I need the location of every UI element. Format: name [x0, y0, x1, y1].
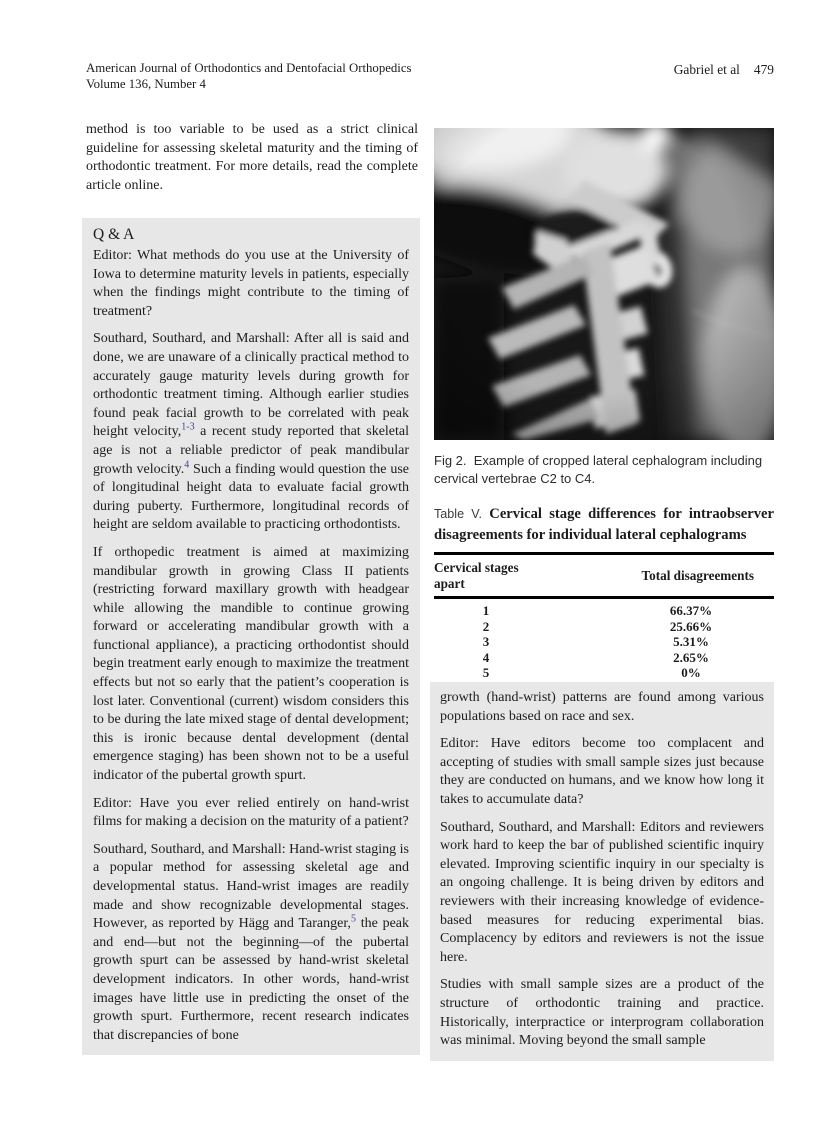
- cervical-xray-graphic: [434, 128, 774, 440]
- qa-paragraph: Southard, Southard, and Marshall: Editors and reviewers work hard to keep the bar of published scientific inquiry elevated. Improving scientific inquiry in our specialty is an ongoing challenge. It is being driven by editors and reviewers with their increasing knowledge of evidence-based measures for reducing experimental bias. Complacency by editors and reviewers is not the issue here.: [440, 819, 764, 965]
- running-head: [674, 62, 774, 78]
- disagreement-value: 2.65%: [673, 649, 709, 665]
- table-header-row: [434, 554, 774, 598]
- table-v: [434, 504, 774, 688]
- stages-apart-value: 1: [482, 603, 490, 618]
- cervical-stages-table: [434, 552, 774, 688]
- qa-paragraph: Editor: Have editors become too complacent and accepting of studies with small sample sizes just because they are conducted on humans, and we know how long it takes to accumulate data?: [440, 736, 764, 807]
- table-row: [434, 619, 774, 635]
- stages-apart-value: 3: [482, 634, 490, 650]
- figure-label: Fig 2.: [434, 453, 467, 468]
- table-title-text: Cervical stage differences for intraobserver disagreements for individual lateral cephalograms: [434, 506, 774, 543]
- page-header-left: [86, 60, 412, 92]
- qa-paragraph: Editor: Have you ever relied entirely on hand-wrist films for making a decision on the maturity of a patient?: [93, 795, 409, 830]
- figure-caption-text: Example of cropped lateral cephalogram including cervical vertebrae C2 to C4.: [434, 453, 763, 486]
- qa-box-left: [82, 218, 420, 1055]
- stages-apart-value: 4: [482, 649, 490, 665]
- disagreement-value: 0%: [681, 665, 701, 681]
- col-header-stages: Cervical stages apart: [434, 554, 538, 598]
- citation-ref[interactable]: 4: [184, 458, 190, 470]
- figure-caption: [434, 452, 774, 488]
- citation-ref[interactable]: 1-3: [181, 421, 195, 433]
- journal-title: American Journal of Orthodontics and Dentofacial Orthopedics: [86, 61, 412, 75]
- table-caption: [434, 504, 774, 545]
- stages-apart-value: 2: [482, 618, 490, 634]
- intro-paragraph: method is too variable to be used as a strict clinical guideline for assessing skeletal maturity and the timing of orthodontic treatment. For more details, read the complete article online.: [86, 122, 418, 193]
- figure-2-xray-image: [434, 128, 774, 440]
- journal-issue: Volume 136, Number 4: [86, 77, 206, 91]
- disagreement-value: 5.31%: [673, 634, 709, 650]
- qa-box-right: [430, 682, 774, 1061]
- qa-paragraph: growth (hand-wrist) patterns are found among various populations based on race and sex.: [440, 690, 764, 724]
- qa-heading: Q & A: [93, 226, 135, 243]
- stages-apart-value: 5: [482, 665, 490, 681]
- table-row: [434, 650, 774, 666]
- qa-paragraph: Southard, Southard, and Marshall: After all is said and done, we are unaware of a clinically practical method to accurately gauge maturity levels during growth for orthodontic treatment timing. Although earlier studies found peak facial growth to be correlated with peak height velocity,$^{1-3}$ a recent study reported that skeletal age is not a reliable predictor of peak mandibular growth velocity.$^4$ Such a finding would question the use of longitudinal height data to evaluate facial growth during puberty. Furthermore, longitudinal records of height are seldom available to practicing orthodontists.: [93, 331, 409, 533]
- table-label: Table V.: [434, 507, 482, 521]
- running-authors: Gabriel et al: [673, 62, 740, 77]
- citation-ref[interactable]: 5: [350, 913, 356, 925]
- qa-paragraph: If orthopedic treatment is aimed at maximizing mandibular growth in growing Class II patients (restricting forward maxillary growth with headgear while allowing the mandible to continue growing forward or accelerating mandibular growth with a functional appliance), a practicing orthodontist should begin treatment early enough to maximize the treatment effects but not so early that the patient’s cooperation is lost later. Conventional (current) wisdom considers this to be during the late mixed stage of dental development; this is ironic because dental development (dental emergence staging) has been shown not to be a useful indicator of the pubertal growth spurt.: [93, 544, 409, 784]
- table-row: [434, 598, 774, 619]
- qa-paragraph: Southard, Southard, and Marshall: Hand-wrist staging is a popular method for assessing skeletal age and developmental status. Hand-wrist images are readily made and show recognizable developmental stages. However, as reported by Hägg and Taranger,$^5$ the peak and end—but not the beginning—of the pubertal growth spurt can be assessed by hand-wrist skeletal development indicators. In other words, hand-wrist images have little use in predicting the onset of the growth spurt. Furthermore, recent research indicates that discrepancies of bone: [93, 841, 410, 1043]
- page-number: 479: [753, 62, 774, 77]
- disagreement-value: 25.66%: [669, 618, 713, 634]
- disagreement-value: 66.37%: [669, 603, 713, 618]
- qa-paragraph: Studies with small sample sizes are a product of the structure of orthodontic training and practice. Historically, interpractice or interprogram collaboration was minimal. Moving beyond the small sample: [440, 977, 764, 1049]
- qa-paragraph: Editor: What methods do you use at the University of Iowa to determine maturity levels in patients, especially when the findings might contribute to the timing of treatment?: [93, 248, 409, 319]
- col-header-disagreements: Total disagreements: [538, 554, 774, 598]
- table-row: [434, 634, 774, 650]
